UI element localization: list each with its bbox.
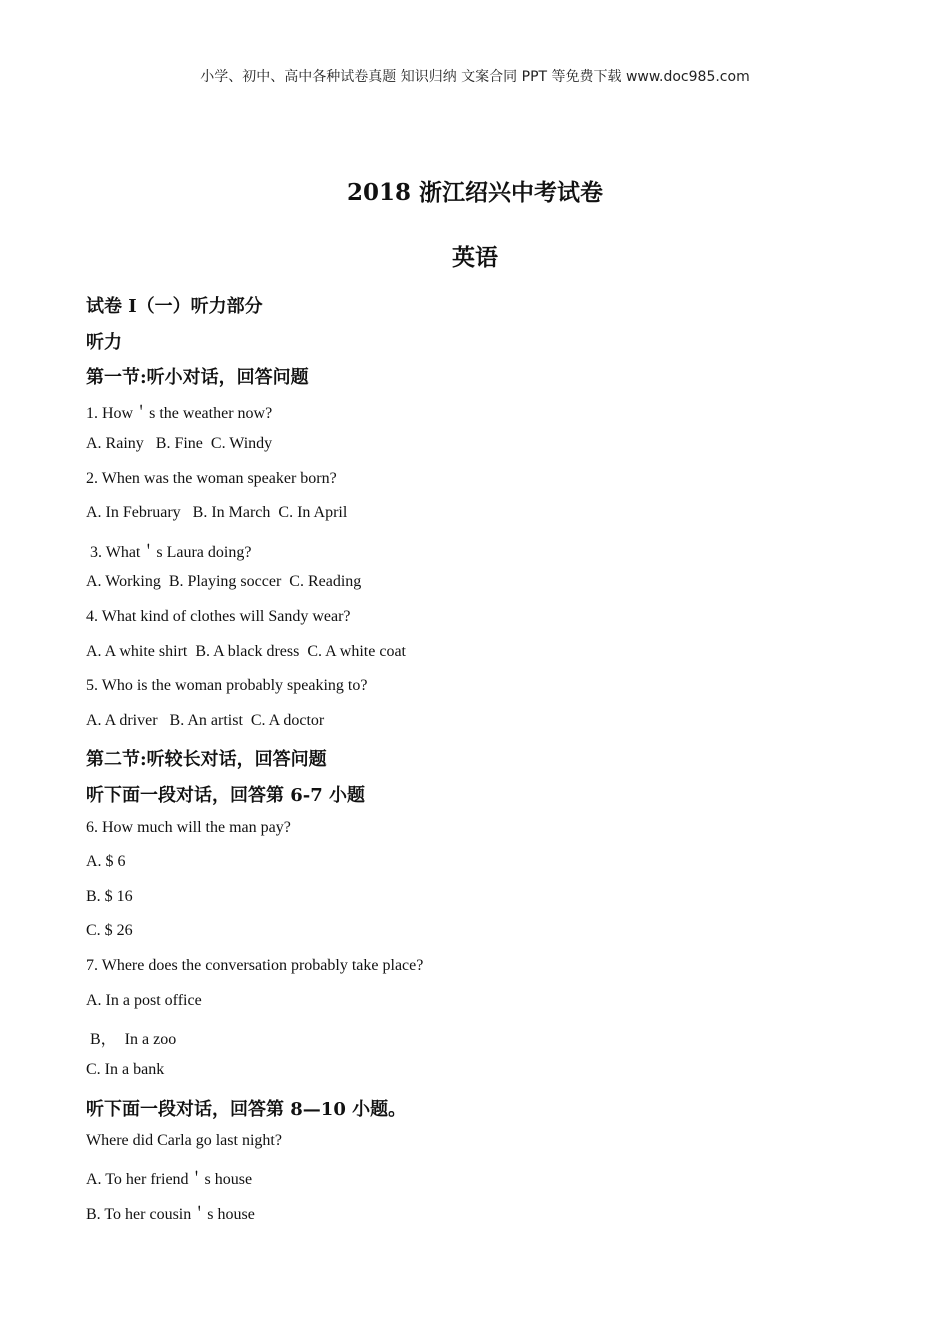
exam-subject: 英语 [452, 244, 498, 271]
question-text: 1. How＇s the weather now? [86, 405, 273, 422]
section-heading: 听力 [86, 332, 122, 353]
answer-options: A. Working B. Playing soccer C. Reading [86, 573, 362, 590]
answer-option: C. In a bank [86, 1061, 165, 1078]
section-heading: 听下面一段对话，回答第 8—10 小题。 [86, 1099, 407, 1120]
section-heading: 试卷 I（一）听力部分 [86, 296, 263, 317]
answer-option: B. To her cousin＇s house [86, 1206, 255, 1223]
answer-options: A. A white shirt B. A black dress C. A white coat [86, 643, 406, 660]
question-text: 5. Who is the woman probably speaking to? [86, 677, 368, 694]
answer-option: A. In a post office [86, 992, 202, 1009]
answer-options: A. Rainy B. Fine C. Windy [86, 435, 273, 452]
question-text: 4. What kind of clothes will Sandy wear? [86, 608, 351, 625]
answer-option: B. $ 16 [86, 888, 133, 905]
section-heading: 第一节:听小对话，回答问题 [86, 367, 309, 388]
answer-option: A. $ 6 [86, 853, 126, 870]
answer-option: C. $ 26 [86, 922, 133, 939]
answer-options: A. A driver B. An artist C. A doctor [86, 712, 325, 729]
header-note: 小学、初中、高中各种试卷真题 知识归纳 文案合同 PPT 等免费下载 www.doc985.com [200, 69, 750, 85]
question-text: 2. When was the woman speaker born? [86, 470, 337, 487]
question-text: 7. Where does the conversation probably take place? [86, 957, 424, 974]
answer-options: A. In February B. In March C. In April [86, 504, 348, 521]
answer-option: B， In a zoo [86, 1031, 177, 1048]
question-text: 3. What＇s Laura doing? [86, 544, 252, 561]
section-heading: 听下面一段对话，回答第 6-7 小题 [86, 785, 366, 806]
question-text: 6. How much will the man pay? [86, 819, 291, 836]
question-text: Where did Carla go last night? [86, 1132, 282, 1149]
answer-option: A. To her friend＇s house [86, 1171, 253, 1188]
exam-title: 2018 浙江绍兴中考试卷 [346, 179, 604, 206]
section-heading: 第二节:听较长对话，回答问题 [86, 749, 327, 770]
